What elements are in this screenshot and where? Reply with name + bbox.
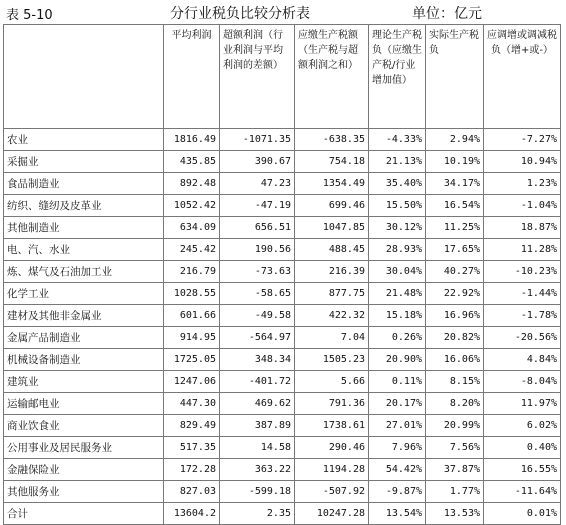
value-cell: 488.45: [295, 239, 369, 261]
value-cell: 15.18%: [369, 305, 426, 327]
column-header: 理论生产税负（应缴生产税/行业增加值）: [369, 25, 426, 129]
industry-name-cell: 金融保险业: [4, 459, 164, 481]
value-cell: 517.35: [164, 437, 220, 459]
value-cell: -11.64%: [484, 481, 561, 503]
table-row: [4, 349, 561, 371]
value-cell: 17.65%: [426, 239, 484, 261]
value-cell: 829.49: [164, 415, 220, 437]
value-cell: 4.84%: [484, 349, 561, 371]
value-cell: 11.28%: [484, 239, 561, 261]
value-cell: 8.20%: [426, 393, 484, 415]
value-cell: -7.27%: [484, 129, 561, 151]
industry-name-cell: 炼、煤气及石油加工业: [4, 261, 164, 283]
value-cell: 0.26%: [369, 327, 426, 349]
industry-name-cell: 采掘业: [4, 151, 164, 173]
table-body: [4, 129, 561, 525]
industry-name-cell: 商业饮食业: [4, 415, 164, 437]
value-cell: 35.40%: [369, 173, 426, 195]
value-cell: 1354.49: [295, 173, 369, 195]
value-cell: 10.19%: [426, 151, 484, 173]
value-cell: 37.87%: [426, 459, 484, 481]
value-cell: 10247.28: [295, 503, 369, 525]
industry-name-cell: 农业: [4, 129, 164, 151]
value-cell: -58.65: [220, 283, 295, 305]
value-cell: 11.25%: [426, 217, 484, 239]
value-cell: 1.23%: [484, 173, 561, 195]
industry-name-cell: 食品制造业: [4, 173, 164, 195]
industry-name-cell: 建材及其他非金属业: [4, 305, 164, 327]
value-cell: 914.95: [164, 327, 220, 349]
value-cell: 1816.49: [164, 129, 220, 151]
value-cell: 13.54%: [369, 503, 426, 525]
value-cell: 601.66: [164, 305, 220, 327]
table-title: 分行业税负比较分析表: [170, 6, 310, 22]
column-header: [4, 25, 164, 129]
industry-name-cell: 纺织、缝纫及皮革业: [4, 195, 164, 217]
value-cell: 216.39: [295, 261, 369, 283]
value-cell: 1725.05: [164, 349, 220, 371]
value-cell: 13604.2: [164, 503, 220, 525]
value-cell: -638.35: [295, 129, 369, 151]
value-cell: 216.79: [164, 261, 220, 283]
value-cell: -20.56%: [484, 327, 561, 349]
value-cell: 2.35: [220, 503, 295, 525]
column-header: 应调增或调减税负（增+或-）: [484, 25, 561, 129]
value-cell: 11.97%: [484, 393, 561, 415]
value-cell: 47.23: [220, 173, 295, 195]
value-cell: -1.04%: [484, 195, 561, 217]
value-cell: 22.92%: [426, 283, 484, 305]
value-cell: 1052.42: [164, 195, 220, 217]
value-cell: 1047.85: [295, 217, 369, 239]
value-cell: 791.36: [295, 393, 369, 415]
table-row: [4, 261, 561, 283]
industry-name-cell: 其他制造业: [4, 217, 164, 239]
table-row: [4, 371, 561, 393]
value-cell: -564.97: [220, 327, 295, 349]
value-cell: 1247.06: [164, 371, 220, 393]
column-header: 应缴生产税额（生产税与超额利润之和）: [295, 25, 369, 129]
value-cell: 387.89: [220, 415, 295, 437]
table-row: [4, 151, 561, 173]
value-cell: -4.33%: [369, 129, 426, 151]
value-cell: -47.19: [220, 195, 295, 217]
value-cell: -1071.35: [220, 129, 295, 151]
value-cell: 40.27%: [426, 261, 484, 283]
title-bar: [0, 0, 566, 24]
value-cell: 15.50%: [369, 195, 426, 217]
value-cell: 54.42%: [369, 459, 426, 481]
value-cell: -73.63: [220, 261, 295, 283]
value-cell: 0.40%: [484, 437, 561, 459]
column-header: 实际生产税负: [426, 25, 484, 129]
value-cell: 6.02%: [484, 415, 561, 437]
unit-label: 单位：亿元: [412, 6, 482, 22]
table-row: [4, 481, 561, 503]
table-row: [4, 217, 561, 239]
table-row: [4, 437, 561, 459]
industry-name-cell: 机械设备制造业: [4, 349, 164, 371]
value-cell: 892.48: [164, 173, 220, 195]
industry-name-cell: 运输邮电业: [4, 393, 164, 415]
value-cell: 21.48%: [369, 283, 426, 305]
header-row: [4, 25, 561, 129]
value-cell: -9.87%: [369, 481, 426, 503]
value-cell: -10.23%: [484, 261, 561, 283]
value-cell: -507.92: [295, 481, 369, 503]
table-row: [4, 327, 561, 349]
value-cell: 20.17%: [369, 393, 426, 415]
value-cell: 634.09: [164, 217, 220, 239]
column-header: 平均利润: [164, 25, 220, 129]
value-cell: 18.87%: [484, 217, 561, 239]
value-cell: 13.53%: [426, 503, 484, 525]
value-cell: 363.22: [220, 459, 295, 481]
value-cell: 34.17%: [426, 173, 484, 195]
industry-name-cell: 公用事业及居民服务业: [4, 437, 164, 459]
value-cell: 16.55%: [484, 459, 561, 481]
value-cell: 172.28: [164, 459, 220, 481]
value-cell: 20.99%: [426, 415, 484, 437]
value-cell: -49.58: [220, 305, 295, 327]
table-row: [4, 173, 561, 195]
value-cell: 30.12%: [369, 217, 426, 239]
value-cell: 290.46: [295, 437, 369, 459]
value-cell: 245.42: [164, 239, 220, 261]
value-cell: -401.72: [220, 371, 295, 393]
value-cell: 348.34: [220, 349, 295, 371]
value-cell: 422.32: [295, 305, 369, 327]
table-row: [4, 129, 561, 151]
value-cell: 0.01%: [484, 503, 561, 525]
value-cell: 10.94%: [484, 151, 561, 173]
value-cell: 754.18: [295, 151, 369, 173]
value-cell: 16.54%: [426, 195, 484, 217]
value-cell: 877.75: [295, 283, 369, 305]
industry-name-cell: 合计: [4, 503, 164, 525]
industry-name-cell: 化学工业: [4, 283, 164, 305]
value-cell: 435.85: [164, 151, 220, 173]
value-cell: -599.18: [220, 481, 295, 503]
value-cell: 1194.28: [295, 459, 369, 481]
value-cell: 827.03: [164, 481, 220, 503]
value-cell: 656.51: [220, 217, 295, 239]
table-row: [4, 283, 561, 305]
industry-name-cell: 其他服务业: [4, 481, 164, 503]
value-cell: 21.13%: [369, 151, 426, 173]
value-cell: 30.04%: [369, 261, 426, 283]
value-cell: -1.44%: [484, 283, 561, 305]
table-row: [4, 415, 561, 437]
table-row: [4, 305, 561, 327]
value-cell: 14.58: [220, 437, 295, 459]
value-cell: 1028.55: [164, 283, 220, 305]
value-cell: 1505.23: [295, 349, 369, 371]
value-cell: 28.93%: [369, 239, 426, 261]
value-cell: 469.62: [220, 393, 295, 415]
table-row: [4, 459, 561, 481]
value-cell: -8.04%: [484, 371, 561, 393]
value-cell: 1.77%: [426, 481, 484, 503]
value-cell: 2.94%: [426, 129, 484, 151]
value-cell: 7.56%: [426, 437, 484, 459]
column-header: 超额利润（行业利润与平均利润的差额）: [220, 25, 295, 129]
value-cell: -1.78%: [484, 305, 561, 327]
value-cell: 16.96%: [426, 305, 484, 327]
value-cell: 1738.61: [295, 415, 369, 437]
value-cell: 0.11%: [369, 371, 426, 393]
value-cell: 20.82%: [426, 327, 484, 349]
industry-name-cell: 电、汽、水业: [4, 239, 164, 261]
value-cell: 16.06%: [426, 349, 484, 371]
value-cell: 390.67: [220, 151, 295, 173]
value-cell: 27.01%: [369, 415, 426, 437]
value-cell: 20.90%: [369, 349, 426, 371]
tax-burden-table: [3, 24, 561, 525]
table-row: [4, 503, 561, 525]
value-cell: 8.15%: [426, 371, 484, 393]
industry-name-cell: 建筑业: [4, 371, 164, 393]
table-row: [4, 239, 561, 261]
table-row: [4, 393, 561, 415]
value-cell: 7.96%: [369, 437, 426, 459]
table-row: [4, 195, 561, 217]
value-cell: 699.46: [295, 195, 369, 217]
table-number: 表 5-10: [6, 8, 53, 23]
value-cell: 5.66: [295, 371, 369, 393]
industry-name-cell: 金属产品制造业: [4, 327, 164, 349]
value-cell: 7.04: [295, 327, 369, 349]
value-cell: 447.30: [164, 393, 220, 415]
value-cell: 190.56: [220, 239, 295, 261]
